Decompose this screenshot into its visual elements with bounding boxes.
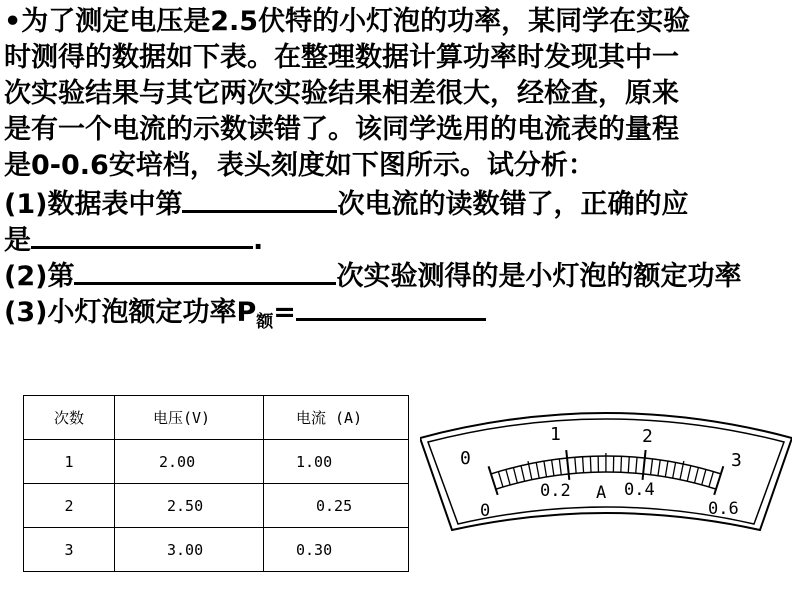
header-voltage: 电压(V) (115, 396, 264, 440)
unit-label-a: A (596, 483, 607, 503)
question-3-equals: = (273, 297, 296, 328)
bottom-label-0-2: 0.2 (540, 481, 571, 501)
question-3 (4, 292, 800, 332)
question-2 (4, 256, 800, 292)
question-3-subscript: 额 (256, 312, 274, 332)
data-table (23, 395, 409, 572)
problem-line-1: •为了测定电压是2.5伏特的小灯泡的功率，某同学在实验 (4, 6, 691, 37)
problem-line-4: 是有一个电流的示数读错了。该同学选用的电流表的量程 (4, 114, 679, 145)
top-label-2: 2 (642, 426, 653, 447)
cell-current: 0.25 (264, 484, 409, 528)
answer-blank-1 (182, 184, 337, 213)
cell-voltage: 3.00 (115, 528, 264, 572)
question-1 (4, 184, 800, 220)
table-row (24, 484, 409, 528)
question-3-prefix: (3)小灯泡额定功率P (4, 297, 257, 328)
table-row (24, 440, 409, 484)
bottom-label-0-4: 0.4 (624, 480, 655, 500)
question-1-suffix: 次电流的读数错了，正确的应 (337, 189, 689, 220)
question-2-prefix: (2)第 (4, 261, 75, 292)
cell-current: 1.00 (264, 440, 409, 484)
question-2-suffix: 次实验测得的是小灯泡的额定功率 (336, 261, 742, 292)
ammeter-dial (420, 404, 792, 532)
question-1-period: . (253, 225, 264, 256)
problem-line-3: 次实验结果与其它两次实验结果相差很大，经检查，原来 (4, 78, 679, 109)
top-label-0: 0 (460, 448, 471, 469)
scale-tick (590, 456, 591, 472)
bottom-label-0-6: 0.6 (708, 499, 739, 519)
problem-text (4, 4, 800, 332)
cell-count: 1 (24, 440, 115, 484)
answer-blank-3 (74, 256, 336, 285)
table-row (24, 528, 409, 572)
cell-current: 0.30 (264, 528, 409, 572)
question-1-continued (4, 220, 800, 256)
top-label-1: 1 (550, 424, 561, 445)
answer-blank-2 (31, 220, 253, 249)
header-current: 电流 (A) (264, 396, 409, 440)
question-1-shi: 是 (4, 225, 31, 256)
table-header-row (24, 396, 409, 440)
question-1-prefix: (1)数据表中第 (4, 189, 183, 220)
cell-voltage: 2.00 (115, 440, 264, 484)
top-label-3: 3 (731, 450, 742, 471)
problem-line-2: 时测得的数据如下表。在整理数据计算功率时发现其中一 (4, 42, 679, 73)
bottom-label-0: 0 (480, 501, 491, 521)
cell-count: 2 (24, 484, 115, 528)
answer-blank-4 (296, 292, 486, 321)
header-count: 次数 (24, 396, 115, 440)
scale-tick (621, 456, 622, 472)
problem-line-5: 是0-0.6安培档，表头刻度如下图所示。试分析： (4, 150, 595, 181)
cell-count: 3 (24, 528, 115, 572)
cell-voltage: 2.50 (115, 484, 264, 528)
